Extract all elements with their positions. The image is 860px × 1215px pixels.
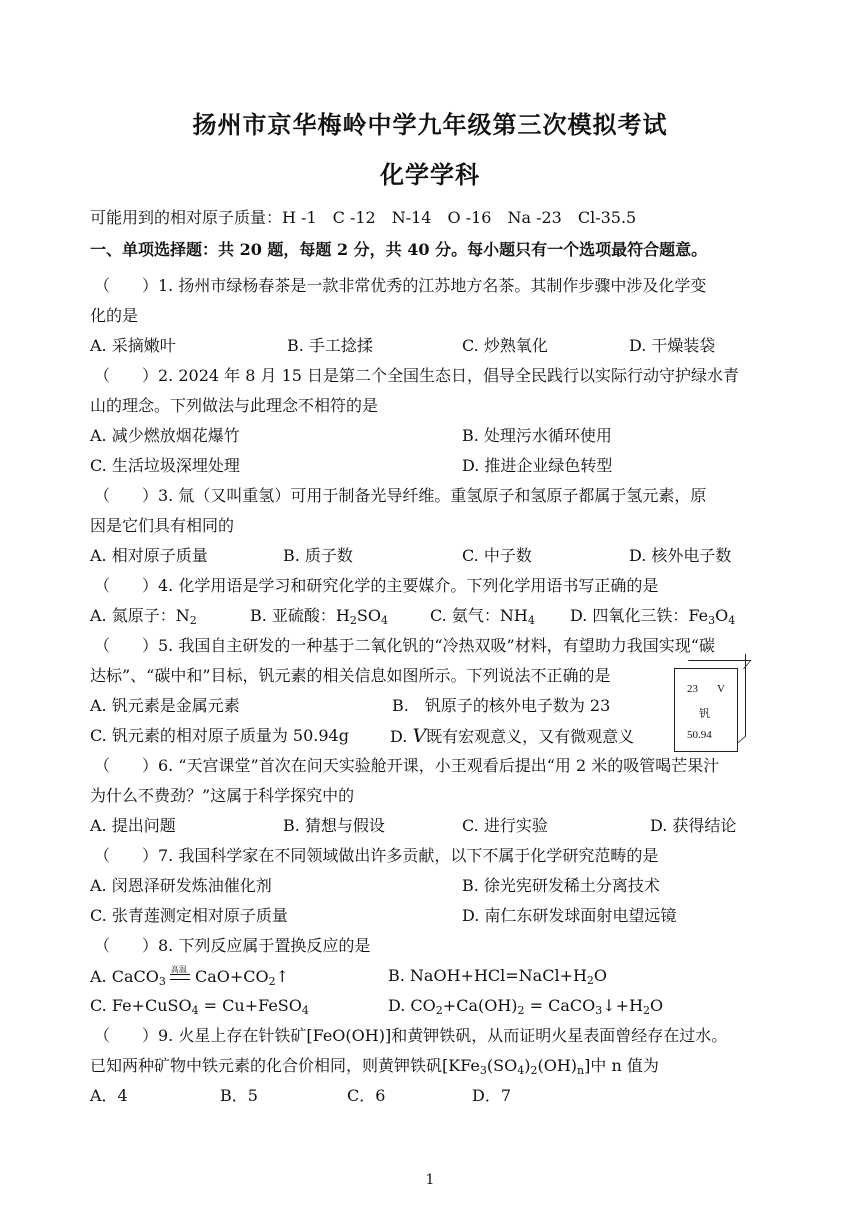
option-d xyxy=(388,996,663,1016)
option-d: D. 核外电子数 xyxy=(629,546,732,565)
option-b: B. 钒原子的核外电子数为 23 xyxy=(392,696,611,715)
option-c: C. 中子数 xyxy=(462,546,532,565)
option-text: B. NaOH+HCl=NaCl+H xyxy=(388,966,587,985)
option-text: O xyxy=(593,966,608,985)
subscript: 2 xyxy=(189,614,197,627)
question-stem: （ ）2. 2024 年 8 月 15 日是第二个全国生态日，倡导全民践行以实际行动守护绿水青 xyxy=(94,366,740,385)
subscript: 4 xyxy=(380,614,388,627)
stem-text: ]中 n 值为 xyxy=(584,1056,659,1075)
option-c: C. 张青莲测定相对原子质量 xyxy=(90,906,288,925)
subscript: 2 xyxy=(530,1064,538,1077)
equals-sign xyxy=(170,974,190,980)
subscript: 2 xyxy=(643,1004,651,1017)
question-stem: 为什么不费劲？”这属于科学探究中的 xyxy=(90,786,355,805)
condition-text: 高温 xyxy=(170,965,187,974)
option-c xyxy=(430,606,535,626)
option-a: A. 钒元素是金属元素 xyxy=(90,696,240,715)
option-c: C. 进行实验 xyxy=(462,816,548,835)
subscript: n xyxy=(577,1064,585,1077)
question-stem: 化的是 xyxy=(90,306,139,325)
option-b: B. 质子数 xyxy=(283,546,353,565)
question-stem: （ ）8. 下列反应属于置换反应的是 xyxy=(94,936,371,955)
option-a: A. 采摘嫩叶 xyxy=(90,336,176,355)
option-c: C. 生活垃圾深埋处理 xyxy=(90,456,240,475)
question-stem: （ ）1. 扬州市绿杨春茶是一款非常优秀的江苏地方名茶。其制作步骤中涉及化学变 xyxy=(94,276,707,295)
question-stem: （ ）4. 化学用语是学习和研究化学的主要媒介。下列化学用语书写正确的是 xyxy=(94,576,659,595)
option-a: A. 相对原子质量 xyxy=(90,546,208,565)
option-c: C. 钒元素的相对原子质量为 50.94g xyxy=(90,726,349,745)
page-number: 1 xyxy=(425,1172,435,1188)
stem-text: 已知两种矿物中铁元素的化合价相同，则黄钾铁矾[KFe xyxy=(90,1056,480,1075)
option-text: 既有宏观意义，又有微观意义 xyxy=(426,727,635,746)
option-text: D. 四氧化三铁：Fe xyxy=(570,606,709,625)
reaction-condition xyxy=(170,966,190,982)
option-text: SO xyxy=(356,606,381,625)
element-name: 钒 xyxy=(699,708,710,720)
question-stem: （ ）9. 火星上存在针铁矿[FeO(OH)]和黄钾铁矾，从而证明火星表面曾经存在过水。 xyxy=(94,1026,728,1045)
option-a: A. 闵恩泽研发炼油催化剂 xyxy=(90,876,272,895)
question-stem xyxy=(90,1056,659,1076)
question-stem: 因是它们具有相同的 xyxy=(90,516,235,535)
option-b: B. 猜想与假设 xyxy=(283,816,385,835)
subscript: 2 xyxy=(586,974,594,987)
subject-title: 化学学科 xyxy=(380,160,480,189)
option-text: ↑ xyxy=(275,967,290,986)
atomic-mass: 50.94 xyxy=(687,729,712,741)
subscript: 4 xyxy=(191,1004,199,1017)
stem-text: (SO xyxy=(486,1056,518,1075)
option-b: B. 处理污水循环使用 xyxy=(462,426,612,445)
option-text: D. CO xyxy=(388,996,436,1015)
option-d xyxy=(570,606,735,626)
stem-text: (OH) xyxy=(537,1056,578,1075)
option-b xyxy=(250,606,388,626)
subscript: 4 xyxy=(517,1064,525,1077)
option-text: +Ca(OH) xyxy=(442,996,518,1015)
subscript: 2 xyxy=(349,614,357,627)
subscript: 2 xyxy=(517,1004,525,1017)
subscript: 4 xyxy=(301,1004,309,1017)
option-a xyxy=(90,606,197,626)
option-c: C．6 xyxy=(347,1086,386,1105)
option-text: = Cu+FeSO xyxy=(198,996,302,1015)
option-text: C. 氨气：NH xyxy=(430,606,528,625)
atomic-number: 23 xyxy=(687,683,698,695)
exam-title: 扬州市京华梅岭中学九年级第三次模拟考试 xyxy=(192,110,668,139)
option-c xyxy=(90,996,309,1016)
subscript: 2 xyxy=(268,975,276,988)
option-b: B. 手工捻揉 xyxy=(287,336,373,355)
option-text: CaO+CO xyxy=(189,967,269,986)
option-c: C. 炒熟氧化 xyxy=(462,336,548,355)
option-d: D．7 xyxy=(472,1086,512,1105)
option-text: A. 氮原子：N xyxy=(90,606,190,625)
subscript: 3 xyxy=(479,1064,487,1077)
option-a xyxy=(90,966,289,987)
option-d: D. 干燥装袋 xyxy=(629,336,716,355)
element-card-edge xyxy=(737,653,746,744)
option-text: A. CaCO xyxy=(90,967,159,986)
subscript: 2 xyxy=(435,1004,443,1017)
question-stem: 达标”、“碳中和”目标，钒元素的相关信息如图所示。下列说法不正确的是 xyxy=(90,666,611,685)
stem-text: ) xyxy=(524,1056,531,1075)
option-text: B. 亚硫酸：H xyxy=(250,606,350,625)
question-stem: 山的理念。下列做法与此理念不相符的是 xyxy=(90,396,379,415)
subscript: 3 xyxy=(708,614,716,627)
option-d: D. 推进企业绿色转型 xyxy=(462,456,613,475)
option-b: B. 徐光宪研发稀土分离技术 xyxy=(462,876,660,895)
option-text: ↓+H xyxy=(602,996,644,1015)
option-text: O xyxy=(650,996,664,1015)
subscript: 3 xyxy=(595,1004,603,1017)
option-text: O xyxy=(715,606,729,625)
question-stem: （ ）7. 我国科学家在不同领域做出许多贡献，以下不属于化学研究范畴的是 xyxy=(94,846,659,865)
element-symbol: V xyxy=(412,725,427,747)
option-d: D. 获得结论 xyxy=(650,816,737,835)
option-text: D. xyxy=(390,727,408,746)
option-text: = CaCO xyxy=(524,996,596,1015)
option-text: C. Fe+CuSO xyxy=(90,996,192,1015)
option-b: B．5 xyxy=(220,1086,258,1105)
option-d: D. 南仁东研发球面射电望远镜 xyxy=(462,906,677,925)
subscript: 4 xyxy=(728,614,736,627)
option-b xyxy=(388,966,607,986)
subscript: 3 xyxy=(158,975,166,988)
option-a: A. 减少燃放烟花爆竹 xyxy=(90,426,240,445)
option-a: A. 提出问题 xyxy=(90,816,176,835)
question-stem: （ ）5. 我国自主研发的一种基于二氧化钒的“冷热双吸”材料，有望助力我国实现“碳 xyxy=(94,636,715,655)
option-a: A．4 xyxy=(90,1086,128,1105)
subscript: 4 xyxy=(527,614,535,627)
question-stem: （ ）6. “天宫课堂”首次在问天实验舱开课，小王观看后提出“用 2 米的吸管喝芒果汁 xyxy=(94,756,720,775)
atomic-mass-line: 可能用到的相对原子质量：H -1 C -12 N-14 O -16 Na -23 Cl-35.5 xyxy=(90,208,637,227)
question-stem: （ ）3. 氚（又叫重氢）可用于制备光导纤维。重氢原子和氢原子都属于氢元素，原 xyxy=(94,486,707,505)
option-d xyxy=(390,726,634,747)
element-symbol: V xyxy=(717,683,725,695)
element-card xyxy=(674,668,738,752)
section-heading: 一、单项选择题：共 20 题，每题 2 分，共 40 分。每小题只有一个选项最符合题意。 xyxy=(90,240,708,259)
